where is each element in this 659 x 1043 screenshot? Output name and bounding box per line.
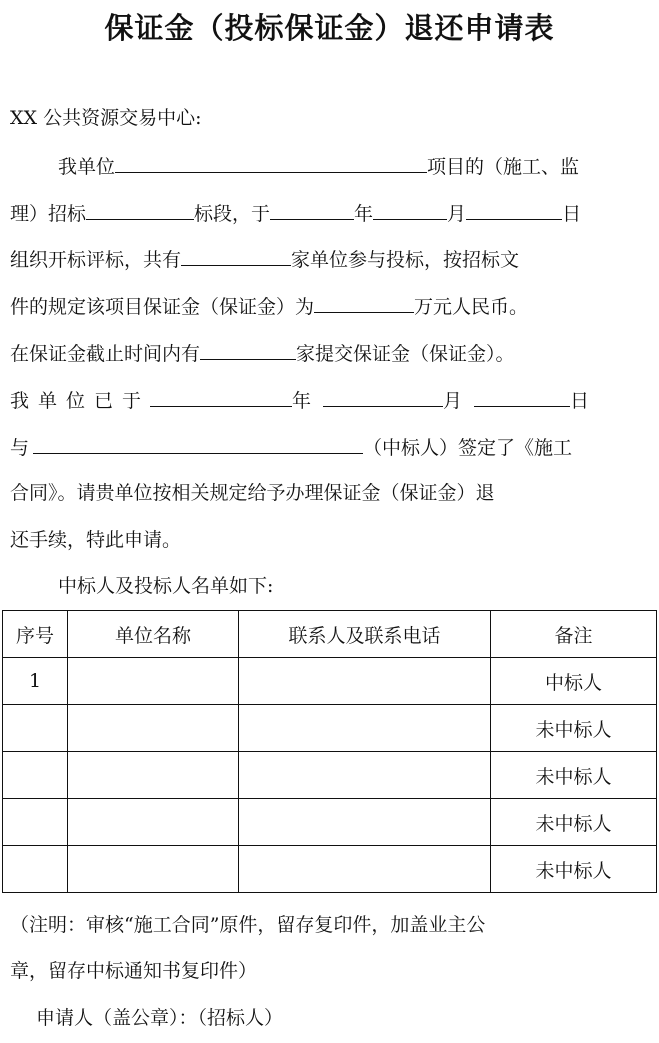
text: 家单位参与投标，按招标文 (291, 249, 520, 271)
text: 件的规定该项目保证金（保证金）为 (10, 296, 315, 318)
text: 月 (443, 390, 463, 412)
text: 家提交保证金（保证金）。 (296, 343, 515, 365)
text: 我单位已于 (10, 390, 151, 412)
para-line-5 (10, 337, 515, 367)
addressee: XX 公共资源交易中心: (10, 107, 202, 129)
page-title: 保证金（投标保证金）退还申请表 (104, 11, 555, 45)
table-row (3, 705, 657, 752)
project-name-blank[interactable] (115, 150, 427, 173)
year-blank[interactable] (270, 197, 354, 220)
day-blank[interactable] (466, 197, 562, 220)
amount-blank[interactable] (314, 290, 414, 313)
cell-unit[interactable] (68, 799, 239, 846)
submitter-count-blank[interactable] (200, 337, 296, 360)
table-row (3, 799, 657, 846)
text: 我单位 (58, 156, 116, 178)
para-line-8: 合同》。请贵单位按相关规定给予办理保证金（保证金）退 (10, 482, 495, 504)
sign-day-blank[interactable] (474, 384, 570, 407)
cell-contact[interactable] (239, 799, 491, 846)
cell-remark: 中标人 (491, 658, 657, 705)
note-line-2: 章，留存中标通知书复印件） (10, 960, 258, 982)
cell-seq[interactable] (3, 705, 68, 752)
col-header-unit: 单位名称 (68, 611, 239, 658)
cell-contact[interactable] (239, 705, 491, 752)
col-header-remark: 备注 (491, 611, 657, 658)
sign-year-blank[interactable] (150, 384, 292, 407)
note-line-1: （注明：审核“施工合同”原件，留存复印件，加盖业主公 (10, 914, 486, 936)
col-header-contact: 联系人及联系电话 (239, 611, 491, 658)
para-line-2 (10, 197, 581, 227)
text: 年 (354, 203, 374, 225)
section-blank[interactable] (86, 197, 194, 220)
list-intro: 中标人及投标人名单如下: (58, 575, 274, 597)
winner-name-blank[interactable] (33, 431, 363, 454)
applicant-line: 申请人（盖公章）：（招标人） (36, 1007, 284, 1029)
text: 在保证金截止时间内有 (10, 343, 201, 365)
col-header-seq: 序号 (3, 611, 68, 658)
text: （中标人）签定了《施工 (363, 437, 573, 459)
text: 日 (570, 390, 590, 412)
cell-unit[interactable] (68, 705, 239, 752)
text: 与 (10, 437, 30, 459)
text: 理）招标 (10, 203, 87, 225)
para-line-1 (58, 150, 579, 180)
para-line-3 (10, 243, 519, 273)
cell-unit[interactable] (68, 846, 239, 893)
text: 组织开标评标，共有 (10, 249, 182, 271)
cell-seq[interactable] (3, 799, 68, 846)
cell-remark: 未中标人 (491, 705, 657, 752)
text: 项目的（施工、监 (427, 156, 580, 178)
cell-contact[interactable] (239, 658, 491, 705)
cell-seq[interactable] (3, 846, 68, 893)
cell-unit[interactable] (68, 658, 239, 705)
sign-month-blank[interactable] (323, 384, 443, 407)
cell-remark: 未中标人 (491, 799, 657, 846)
table-row (3, 752, 657, 799)
para-line-4 (10, 290, 528, 320)
bidder-table (2, 610, 657, 893)
text: 日 (562, 203, 582, 225)
table-header-row (3, 611, 657, 658)
para-line-7 (10, 431, 572, 461)
month-blank[interactable] (373, 197, 447, 220)
text: 标段，于 (194, 203, 271, 225)
bidder-count-blank[interactable] (181, 243, 291, 266)
cell-remark: 未中标人 (491, 752, 657, 799)
cell-unit[interactable] (68, 752, 239, 799)
text: 月 (447, 203, 467, 225)
cell-contact[interactable] (239, 846, 491, 893)
table-row (3, 658, 657, 705)
cell-seq[interactable]: 1 (3, 658, 68, 705)
cell-seq[interactable] (3, 752, 68, 799)
text: 万元人民币。 (414, 296, 529, 318)
para-line-6 (10, 384, 589, 414)
cell-remark: 未中标人 (491, 846, 657, 893)
cell-contact[interactable] (239, 752, 491, 799)
text: 年 (292, 390, 312, 412)
para-line-9: 还手续，特此申请。 (10, 529, 182, 551)
table-row (3, 846, 657, 893)
